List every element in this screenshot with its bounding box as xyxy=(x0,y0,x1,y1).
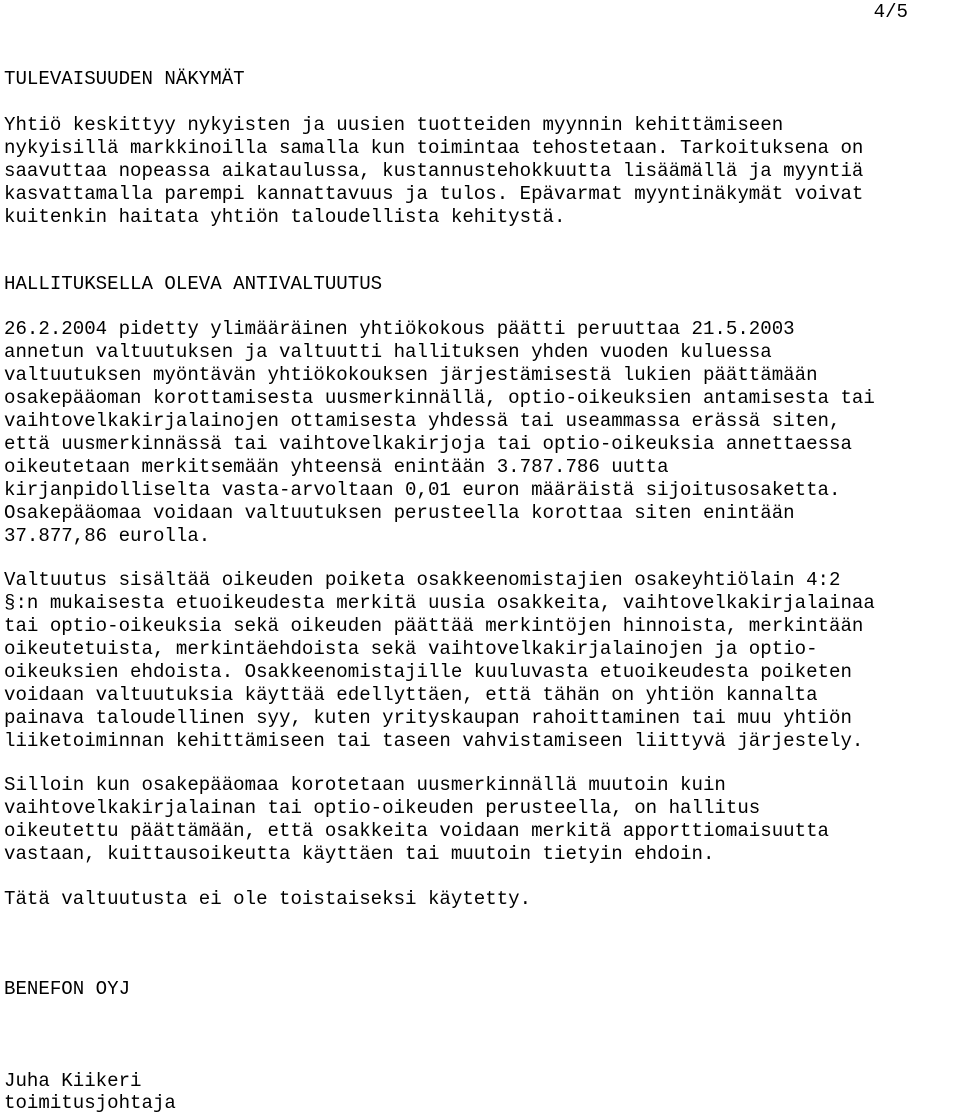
text-line: oikeutettu päättämään, että osakkeita voidaan merkitä apporttiomaisuutta xyxy=(4,820,829,842)
text-line: saavuttaa nopeassa aikataulussa, kustannustehokkuutta lisäämällä ja myyntiä xyxy=(4,160,864,182)
signatory-name: Juha Kiikeri xyxy=(4,1070,142,1092)
text-line: liiketoiminnan kehittämiseen tai taseen vahvistamiseen liittyvä järjestely. xyxy=(4,730,864,752)
text-line: oikeuksien ehdoista. Osakkeenomistajille kuuluvasta etuoikeudesta poiketen xyxy=(4,661,852,683)
text-line: oikeutetaan merkitsemään yhteensä enintään 3.787.786 uutta xyxy=(4,456,669,478)
text-line: annetun valtuutuksen ja valtuutti hallituksen yhden vuoden kuluessa xyxy=(4,341,772,363)
text-line: 26.2.2004 pidetty ylimääräinen yhtiökokous päätti peruuttaa 21.5.2003 xyxy=(4,318,795,340)
page-number: 4/5 xyxy=(873,1,908,23)
text-line: oikeutetuista, merkintäehdoista sekä vaihtovelkakirjalainojen ja optio- xyxy=(4,638,818,660)
text-line: Yhtiö keskittyy nykyisten ja uusien tuotteiden myynnin kehittämiseen xyxy=(4,114,784,136)
text-line: kirjanpidolliselta vasta-arvoltaan 0,01 euron määräistä sijoitusosaketta. xyxy=(4,479,841,501)
text-line: valtuutuksen myöntävän yhtiökokouksen järjestämisestä lukien päättämään xyxy=(4,364,818,386)
text-line: että uusmerkinnässä tai vaihtovelkakirjoja tai optio-oikeuksia annettaessa xyxy=(4,433,852,455)
text-line: Osakepääomaa voidaan valtuutuksen perusteella korottaa siten enintään xyxy=(4,502,795,524)
text-line: painava taloudellinen syy, kuten yrityskaupan rahoittaminen tai muu yhtiön xyxy=(4,707,852,729)
text-line: kuitenkin haitata yhtiön taloudellista kehitystä. xyxy=(4,206,566,228)
text-line: vaihtovelkakirjalainan tai optio-oikeuden perusteella, on hallitus xyxy=(4,797,761,819)
text-line: nykyisillä markkinoilla samalla kun toimintaa tehostetaan. Tarkoituksena on xyxy=(4,137,864,159)
text-line: §:n mukaisesta etuoikeudesta merkitä uusia osakkeita, vaihtovelkakirjalainaa xyxy=(4,592,875,614)
text-line: vaihtovelkakirjalainojen ottamisesta yhdessä tai useammassa erässä siten, xyxy=(4,410,841,432)
text-line: kasvattamalla parempi kannattavuus ja tulos. Epävarmat myyntinäkymät voivat xyxy=(4,183,864,205)
text-line: Silloin kun osakepääomaa korotetaan uusmerkinnällä muutoin kuin xyxy=(4,774,726,796)
text-line: Valtuutus sisältää oikeuden poiketa osakkeenomistajien osakeyhtiölain 4:2 xyxy=(4,569,841,591)
text-line: osakepääoman korottamisesta uusmerkinnällä, optio-oikeuksien antamisesta tai xyxy=(4,387,875,409)
signatory-title: toimitusjohtaja xyxy=(4,1092,176,1114)
text-line: 37.877,86 eurolla. xyxy=(4,525,211,547)
company-name: BENEFON OYJ xyxy=(4,978,131,1000)
text-line: tai optio-oikeuksia sekä oikeuden päättää merkintöjen hinnoista, merkintään xyxy=(4,615,864,637)
text-line: voidaan valtuutuksia käyttää edellyttäen, että tähän on yhtiön kannalta xyxy=(4,684,818,706)
outlook-heading: TULEVAISUUDEN NÄKYMÄT xyxy=(4,68,245,90)
authorization-heading: HALLITUKSELLA OLEVA ANTIVALTUUTUS xyxy=(4,273,383,295)
text-line: vastaan, kuittausoikeutta käyttäen tai muutoin tietyin ehdoin. xyxy=(4,843,715,865)
authorization-paragraph-4: Tätä valtuutusta ei ole toistaiseksi käytetty. xyxy=(4,888,532,910)
